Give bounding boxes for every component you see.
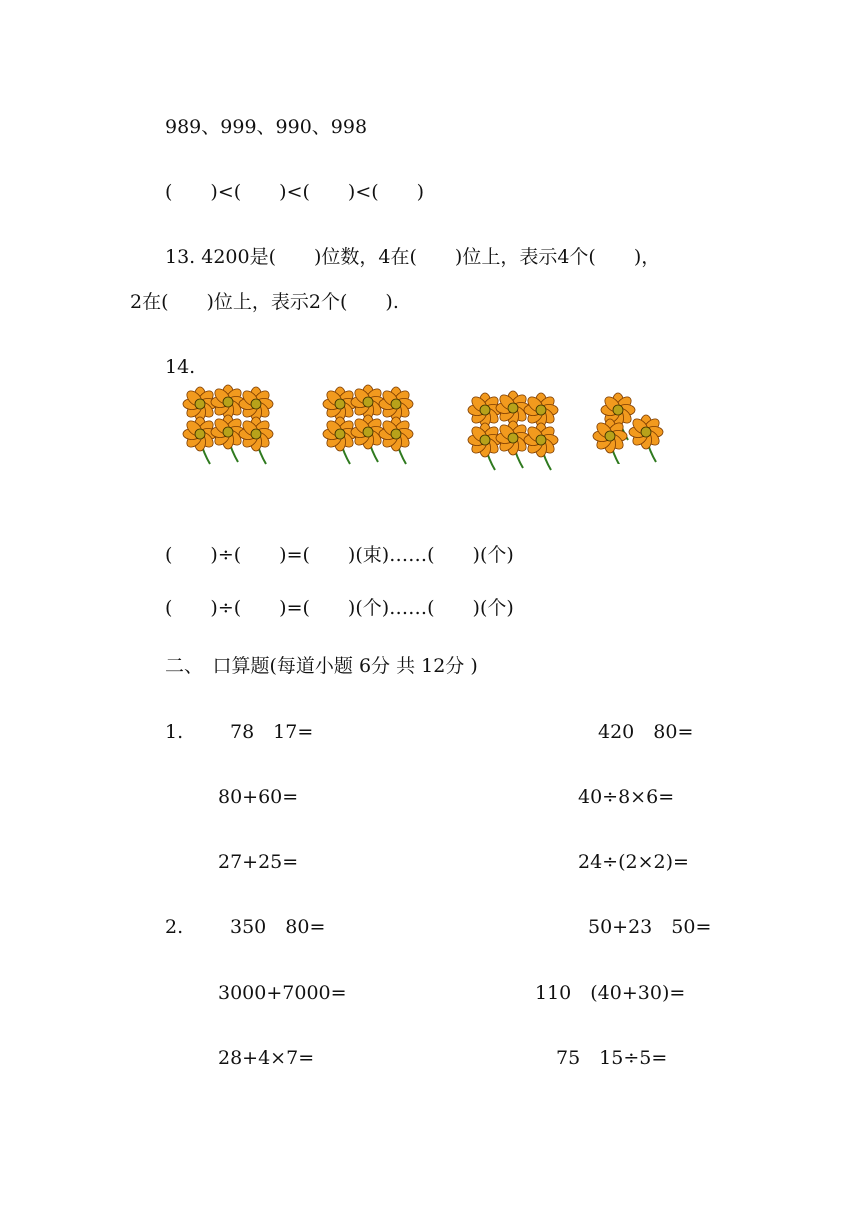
flower-bunch-4-image	[588, 390, 672, 464]
q12-numbers: 989、999、990、998	[165, 116, 368, 138]
q1-item-6: 24÷(2×2)=	[578, 851, 689, 873]
flower-bunch-1-image	[178, 384, 278, 468]
q2-item-4: 110 (40+30)=	[535, 982, 686, 1004]
q2-item-5: 28+4×7=	[218, 1047, 315, 1069]
q1-item-5: 27+25=	[218, 851, 299, 873]
section-2-title: 二、 口算题(每道小题 6分 共 12分 )	[165, 655, 478, 677]
q1-item-3: 80+60=	[218, 786, 299, 808]
flower-icon	[183, 417, 217, 464]
q13-line2: 2在( )位上，表示2个( ).	[130, 291, 399, 313]
q1-item-4: 40÷8×6=	[578, 786, 675, 808]
flower-icon	[629, 415, 663, 462]
q2-item-2: 50+23 50=	[588, 916, 712, 938]
flower-icon	[496, 421, 530, 468]
flower-icon	[323, 417, 357, 464]
q1-label: 1.	[165, 721, 184, 743]
flower-bunch-3-image	[463, 390, 563, 474]
q13-line1: 13. 4200是( )位数，4在( )位上，表示4个( )，	[165, 246, 661, 268]
q2-label: 2.	[165, 916, 184, 938]
q1-item-2: 420 80=	[598, 721, 694, 743]
flower-icon	[211, 415, 245, 462]
q2-item-6: 75 15÷5=	[556, 1047, 668, 1069]
q14-label: 14.	[165, 356, 196, 378]
q14-equation-bunches: ( )÷( )=( )(束)……( )(个)	[165, 544, 514, 566]
q2-item-3: 3000+7000=	[218, 982, 347, 1004]
q14-equation-flowers: ( )÷( )=( )(个)……( )(个)	[165, 597, 514, 619]
flower-icon	[239, 417, 273, 464]
flower-icon	[379, 417, 413, 464]
flower-icon	[468, 423, 502, 470]
flower-bunch-2-image	[318, 384, 418, 468]
flower-icon	[524, 423, 558, 470]
flower-icon	[351, 415, 385, 462]
q2-item-1: 350 80=	[230, 916, 326, 938]
q1-item-1: 78 17=	[230, 721, 314, 743]
flower-icon	[593, 419, 627, 464]
q12-order-blanks: ( )<( )<( )<( )	[165, 181, 425, 203]
